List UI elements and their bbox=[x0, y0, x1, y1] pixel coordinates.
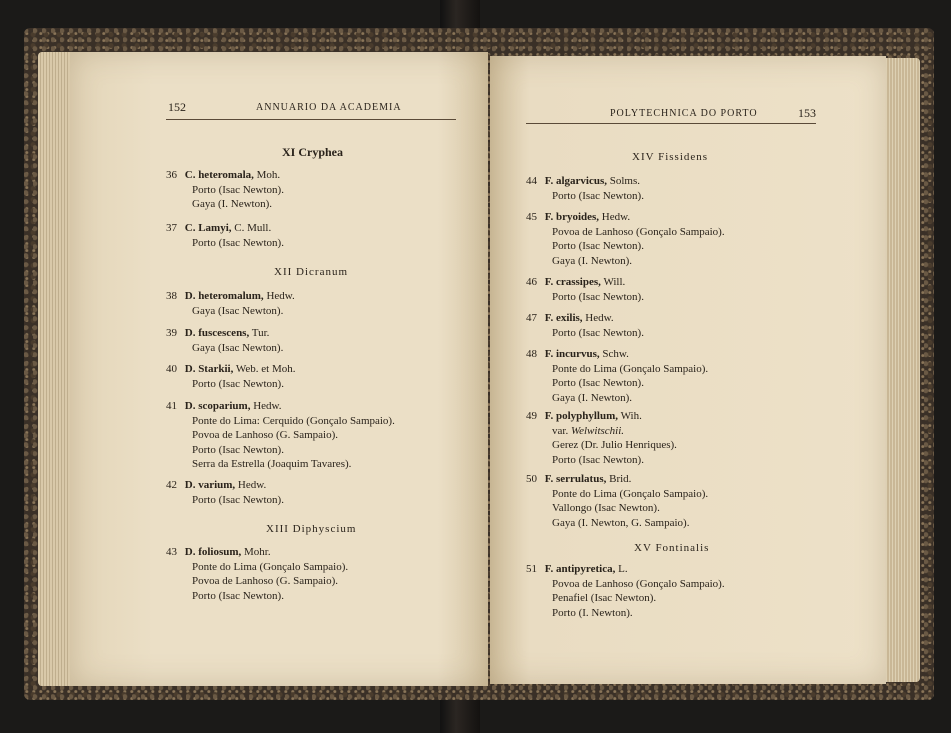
entry-number: 40 bbox=[166, 363, 177, 375]
entry-number: 42 bbox=[166, 479, 177, 491]
location: Ponte do Lima: Cerquido (Gonçalo Sampaio). bbox=[192, 414, 395, 427]
species-author: C. Mull. bbox=[234, 222, 272, 234]
species-name: F. bryoides, bbox=[544, 211, 600, 223]
location: Porto (Isac Newton). bbox=[192, 236, 284, 249]
entry-number: 43 bbox=[166, 546, 177, 558]
species-name: F. incurvus, bbox=[544, 348, 600, 360]
species-name: F. algarvicus, bbox=[544, 175, 607, 187]
header-rule bbox=[166, 119, 456, 120]
variety-name: Welwitschii. bbox=[570, 424, 625, 437]
section-title: XII Dicranum bbox=[274, 266, 349, 278]
entry-number: 50 bbox=[526, 473, 537, 485]
running-head: ANNUARIO DA ACADEMIA bbox=[256, 102, 402, 113]
species-author: Hedw. bbox=[237, 479, 267, 491]
list-item bbox=[526, 210, 725, 268]
location: Ponte do Lima (Gonçalo Sampaio). bbox=[552, 362, 709, 375]
species-name: D. heteromalum, bbox=[184, 290, 264, 302]
location: Porto (Isac Newton). bbox=[552, 453, 644, 466]
list-item bbox=[526, 562, 725, 620]
list-item bbox=[526, 174, 644, 203]
running-head: POLYTECHNICA DO PORTO bbox=[610, 108, 758, 119]
species-name: C. heteromala, bbox=[184, 169, 254, 181]
location: Porto (Isac Newton). bbox=[192, 589, 284, 602]
page-number: 153 bbox=[798, 106, 816, 120]
entry-number: 49 bbox=[526, 410, 537, 422]
entry-number: 36 bbox=[166, 169, 177, 181]
list-item bbox=[526, 347, 708, 405]
species-name: F. serrulatus, bbox=[544, 473, 607, 485]
species-name: C. Lamyi, bbox=[184, 222, 232, 234]
entry-number: 46 bbox=[526, 276, 537, 288]
list-item bbox=[526, 275, 644, 304]
species-author: Hedw. bbox=[266, 290, 295, 302]
location: Ponte do Lima (Gonçalo Sampaio). bbox=[192, 560, 349, 573]
entry-number: 44 bbox=[526, 175, 537, 187]
section-title: XV Fontinalis bbox=[634, 542, 710, 554]
species-name: D. fuscescens, bbox=[184, 327, 250, 339]
location: Gaya (I. Newton). bbox=[552, 254, 633, 267]
page-number: 152 bbox=[168, 100, 186, 114]
list-item bbox=[166, 545, 348, 603]
species-name: F. antipyretica, bbox=[544, 563, 616, 575]
section-title: XIV Fissidens bbox=[632, 151, 709, 163]
species-name: F. exilis, bbox=[544, 312, 583, 324]
species-author: Will. bbox=[603, 276, 626, 288]
left-page bbox=[70, 52, 488, 686]
location: Povoa de Lanhoso (G. Sampaio). bbox=[192, 575, 339, 587]
list-item bbox=[166, 362, 296, 391]
species-author: Solms. bbox=[609, 175, 641, 187]
section-title: XI Cryphea bbox=[282, 145, 344, 159]
species-name: D. varium, bbox=[184, 479, 236, 491]
location: Porto (Isac Newton). bbox=[552, 290, 644, 303]
entry-number: 41 bbox=[166, 400, 177, 412]
location: Porto (Isac Newton). bbox=[192, 183, 284, 196]
location: Porto (Isac Newton). bbox=[192, 377, 284, 390]
location: Porto (Isac Newton). bbox=[552, 326, 644, 339]
list-item bbox=[166, 289, 295, 318]
species-author: Mohr. bbox=[244, 546, 271, 558]
species-author: Hedw. bbox=[601, 211, 631, 223]
section-title: XIII Diphyscium bbox=[266, 523, 357, 535]
species-name: D. foliosum, bbox=[184, 546, 242, 558]
entry-number: 47 bbox=[526, 312, 537, 324]
location: Gaya (Isac Newton). bbox=[192, 341, 284, 354]
entry-number: 39 bbox=[166, 327, 177, 339]
list-item bbox=[166, 399, 395, 472]
location: Serra da Estrella (Joaquim Tavares). bbox=[192, 458, 352, 470]
species-name: F. polyphyllum, bbox=[544, 410, 619, 422]
species-author: Hedw. bbox=[585, 312, 614, 324]
list-item bbox=[166, 326, 283, 355]
species-author: L. bbox=[618, 563, 628, 575]
species-author: Wih. bbox=[620, 410, 642, 422]
location: Porto (Isac Newton). bbox=[552, 189, 644, 202]
entry-number: 45 bbox=[526, 211, 537, 223]
species-name: D. Starkii, bbox=[184, 363, 234, 375]
list-item bbox=[526, 311, 644, 340]
header-rule bbox=[526, 123, 816, 124]
location: Porto (Isac Newton). bbox=[552, 377, 644, 389]
entry-number: 38 bbox=[166, 290, 177, 302]
entry-number: 51 bbox=[526, 563, 537, 575]
location: Gaya (I. Newton, G. Sampaio). bbox=[552, 516, 690, 529]
location: Porto (Isac Newton). bbox=[552, 240, 644, 252]
list-item bbox=[526, 472, 708, 530]
list-item bbox=[166, 168, 284, 212]
entry-number: 48 bbox=[526, 348, 537, 360]
location: Gerez (Dr. Julio Henriques). bbox=[552, 439, 677, 451]
right-page bbox=[490, 56, 886, 684]
location: Povoa de Lanhoso (Gonçalo Sampaio). bbox=[552, 577, 725, 590]
location: Ponte do Lima (Gonçalo Sampaio). bbox=[552, 487, 709, 500]
location: Gaya (I. Newton). bbox=[192, 198, 273, 210]
species-name: D. scoparium, bbox=[184, 400, 251, 412]
location: Porto (Isac Newton). bbox=[192, 443, 284, 456]
page-edges-right bbox=[884, 58, 920, 682]
species-author: Schw. bbox=[602, 348, 629, 360]
list-item bbox=[166, 478, 284, 507]
variety-line: var. Welwitschii. bbox=[552, 424, 625, 437]
species-author: Web. et Moh. bbox=[235, 363, 296, 375]
location: Povoa de Lanhoso (Gonçalo Sampaio). bbox=[552, 225, 725, 238]
location: Gaya (Isac Newton). bbox=[192, 304, 284, 317]
location: Penafiel (Isac Newton). bbox=[552, 592, 657, 604]
location: Porto (I. Newton). bbox=[552, 606, 633, 619]
location: Porto (Isac Newton). bbox=[192, 493, 284, 506]
species-name: F. crassipes, bbox=[544, 276, 601, 288]
list-item bbox=[166, 221, 284, 250]
species-author: Tur. bbox=[251, 327, 270, 339]
species-author: Hedw. bbox=[253, 400, 282, 412]
location: Povoa de Lanhoso (G. Sampaio). bbox=[192, 429, 339, 441]
species-author: Brid. bbox=[609, 473, 632, 485]
species-author: Moh. bbox=[256, 169, 281, 181]
location: Vallongo (Isac Newton). bbox=[552, 502, 660, 514]
list-item bbox=[526, 409, 677, 467]
entry-number: 37 bbox=[166, 222, 177, 234]
location: Gaya (I. Newton). bbox=[552, 391, 633, 404]
